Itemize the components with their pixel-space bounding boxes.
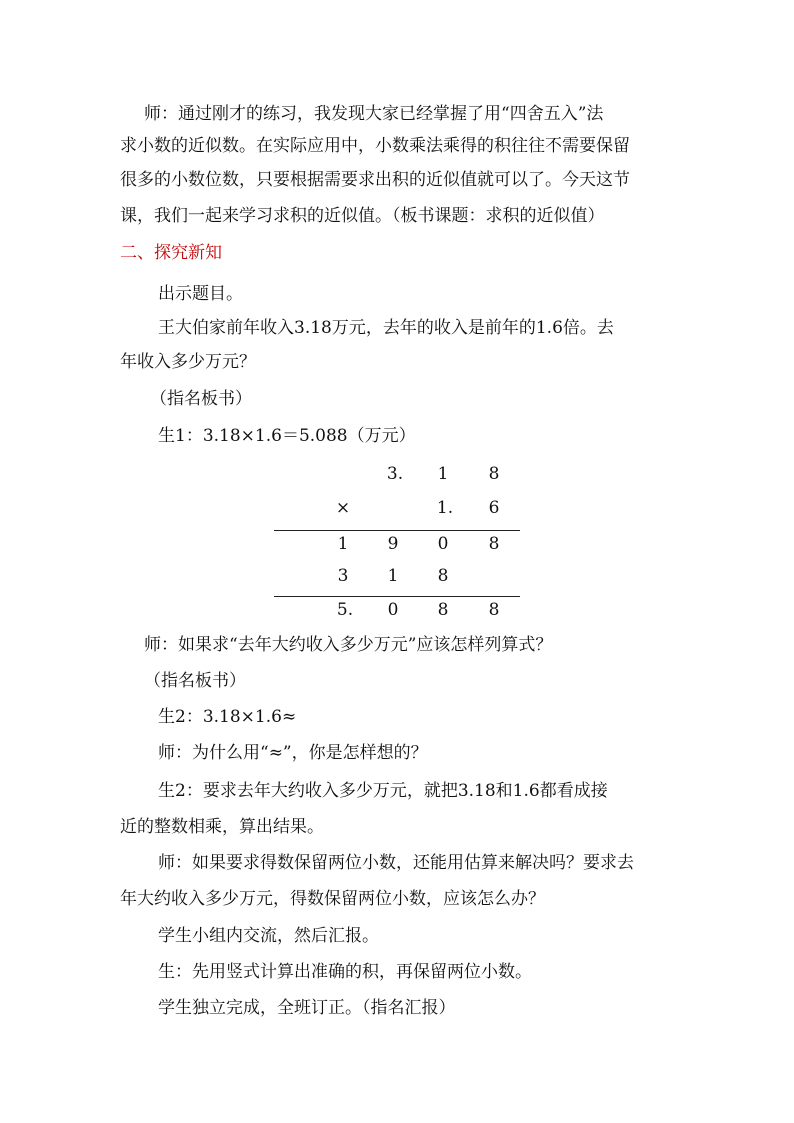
student-line: 近的整数相乘，算出结果。: [120, 817, 324, 837]
calc-rule: [274, 530, 520, 531]
student-line: 生：先用竖式计算出准确的积，再保留两位小数。: [158, 962, 532, 982]
teacher-line: 师：如果要求得数保留两位小数，还能用估算来解决吗？要求去: [158, 853, 634, 873]
teacher-line: 很多的小数位数，只要根据需要求出积的近似值就可以了。今天这节: [120, 170, 630, 190]
teacher-line: 师：如果求“去年大约收入多少万元”应该怎样列算式？: [144, 635, 553, 655]
student-line: 生1：3.18×1.6＝5.088（万元）: [158, 426, 416, 446]
calc-digit: 9: [387, 534, 399, 554]
calc-rule: [274, 596, 520, 597]
calc-digit: 1: [437, 464, 449, 484]
calc-digit: 8: [437, 566, 449, 586]
text-line: （指名板书）: [144, 671, 246, 691]
calc-digit: 8: [488, 464, 500, 484]
text-line: 出示题目。: [158, 284, 243, 304]
calc-digit: 3: [337, 566, 349, 586]
text-line: （指名板书）: [150, 389, 252, 409]
calc-digit: 0: [437, 534, 449, 554]
teacher-line: 课，我们一起来学习求积的近似值。（板书课题：求积的近似值）: [120, 206, 605, 226]
calc-digit: 3.: [386, 464, 404, 484]
section-heading: 二、探究新知: [120, 243, 222, 263]
teacher-line: 师：通过刚才的练习，我发现大家已经掌握了用“四舍五入”法: [144, 104, 604, 124]
text-line: 学生小组内交流，然后汇报。: [158, 926, 379, 946]
teacher-line: 师：为什么用“≈”，你是怎样想的？: [158, 743, 428, 763]
calc-digit: 8: [488, 600, 500, 620]
calc-digit: 1: [387, 566, 399, 586]
problem-text: 年收入多少万元？: [120, 352, 256, 372]
teacher-line: 年大约收入多少万元，得数保留两位小数，应该怎么办？: [120, 889, 545, 909]
calc-digit: 6: [488, 498, 500, 518]
text-line: 学生独立完成，全班订正。（指名汇报）: [158, 998, 456, 1018]
student-line: 生2：要求去年大约收入多少万元，就把3.18和1.6都看成接: [158, 781, 608, 801]
calc-digit: 8: [437, 600, 449, 620]
problem-text: 王大伯家前年收入3.18万元，去年的收入是前年的1.6倍。去: [158, 318, 614, 338]
calc-digit: 8: [488, 534, 500, 554]
calc-digit: 0: [387, 600, 399, 620]
multiply-sign: ×: [335, 498, 351, 518]
calc-digit: 1.: [436, 498, 454, 518]
student-line: 生2：3.18×1.6≈: [158, 707, 297, 727]
calc-digit: 5.: [336, 600, 354, 620]
teacher-line: 求小数的近似数。在实际应用中，小数乘法乘得的积往往不需要保留: [120, 136, 630, 156]
calc-digit: 1: [337, 534, 349, 554]
